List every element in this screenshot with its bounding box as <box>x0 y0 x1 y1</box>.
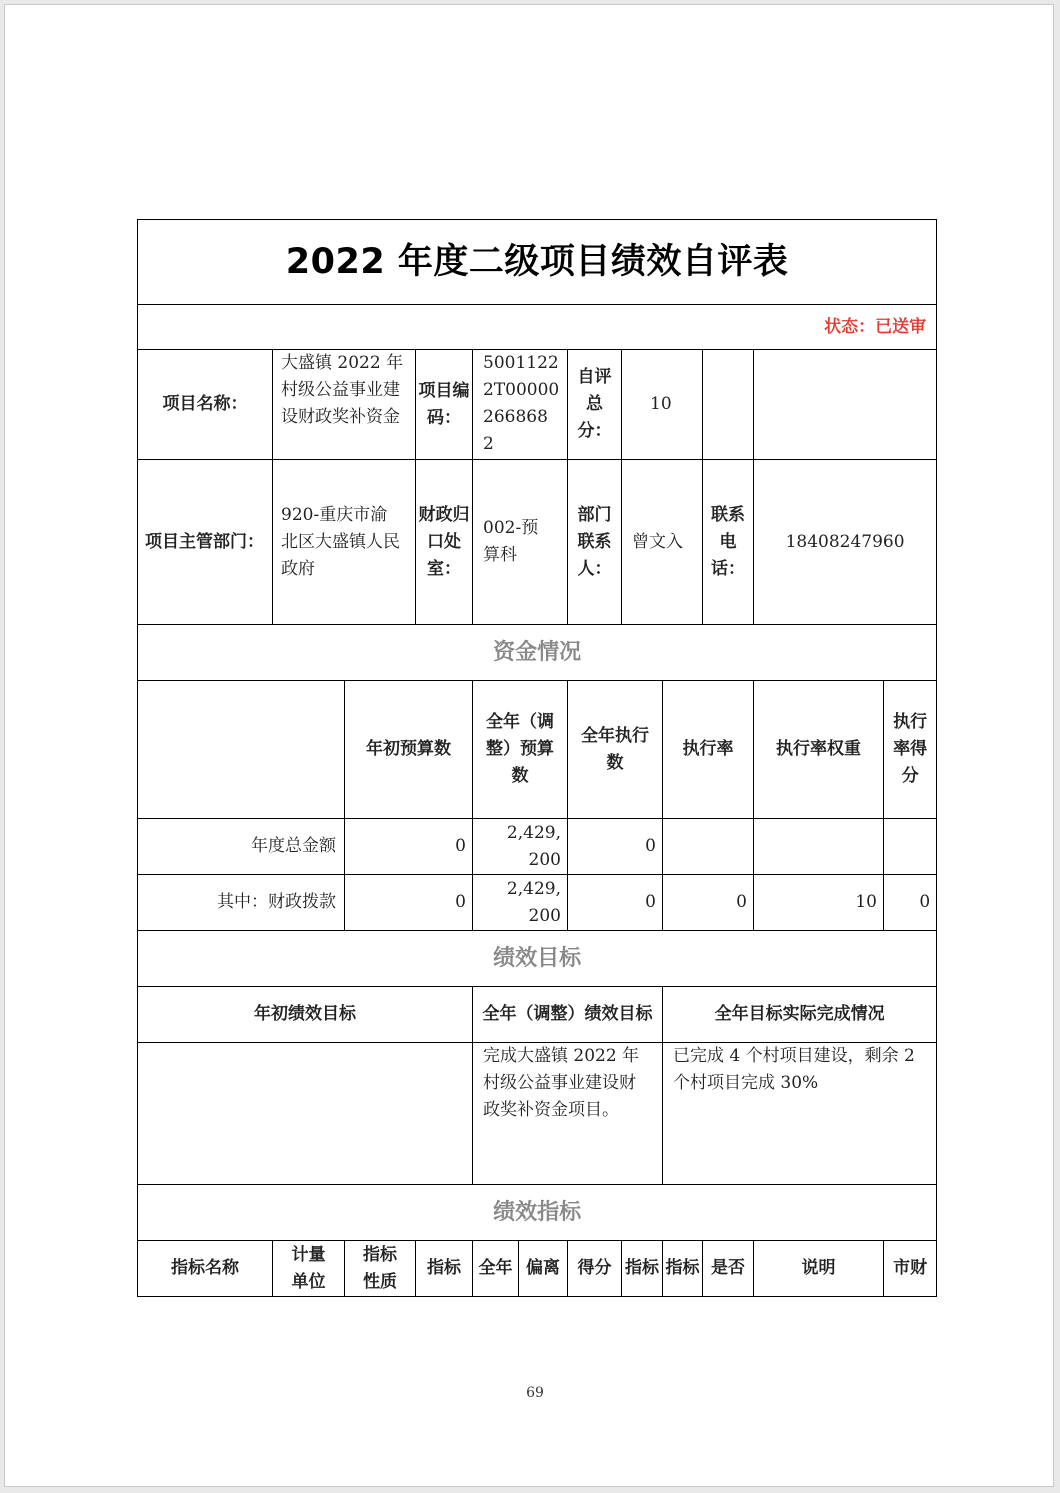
score-cell: 0 <box>884 875 937 931</box>
page-number: 69 <box>526 1385 544 1401</box>
weight-cell <box>754 819 884 875</box>
header-yes-no: 是否 <box>703 1241 754 1297</box>
weight-cell: 10 <box>754 875 884 931</box>
empty-cell <box>754 350 937 460</box>
contact-value: 曾文入 <box>622 460 703 625</box>
header-indicator-name: 指标名称 <box>138 1241 273 1297</box>
goals-section-title: 绩效目标 <box>138 931 937 987</box>
empty-cell <box>703 350 754 460</box>
table-row <box>138 875 937 931</box>
project-name-value: 大盛镇 2022 年村级公益事业建设财政奖补资金 <box>273 350 416 460</box>
header-actual-completion: 全年目标实际完成情况 <box>663 987 937 1043</box>
initial-budget-cell: 0 <box>345 875 473 931</box>
project-code-value: 50011222T00000266868 2 <box>473 350 568 460</box>
header-adjusted-budget: 全年（调整）预算数 <box>473 681 568 819</box>
header-rate-weight: 执行率权重 <box>754 681 884 819</box>
performance-form-table <box>137 219 937 1297</box>
row-label: 其中：财政拨款 <box>138 875 345 931</box>
funds-section-title: 资金情况 <box>138 625 937 681</box>
header-executed: 全年执行数 <box>568 681 663 819</box>
initial-goal-value <box>138 1043 473 1185</box>
header-full-year: 全年 <box>473 1241 519 1297</box>
indicators-section-title: 绩效指标 <box>138 1185 937 1241</box>
header-rate: 执行率 <box>663 681 754 819</box>
header-unit: 计量单位 <box>273 1241 345 1297</box>
phone-label: 联系电话： <box>703 460 754 625</box>
actual-completion-value: 已完成 4 个村项目建设，剩余 2 个村项目完成 30% <box>663 1043 937 1185</box>
header-initial-goal: 年初绩效目标 <box>138 987 473 1043</box>
executed-cell: 0 <box>568 819 663 875</box>
rate-cell <box>663 819 754 875</box>
table-row <box>138 819 937 875</box>
dept-value: 920-重庆市渝北区大盛镇人民政府 <box>273 460 416 625</box>
header-nature: 指标性质 <box>345 1241 416 1297</box>
header-adjusted-goal: 全年（调整）绩效目标 <box>473 987 663 1043</box>
contact-label: 部门联系人： <box>568 460 622 625</box>
initial-budget-cell: 0 <box>345 819 473 875</box>
office-value: 002-预算科 <box>473 460 568 625</box>
score-cell <box>884 819 937 875</box>
project-code-label: 项目编码： <box>416 350 473 460</box>
document-page <box>4 4 1054 1487</box>
header-score: 得分 <box>568 1241 622 1297</box>
status-badge: 状态：已送审 <box>138 305 937 350</box>
header-deviation: 偏离 <box>519 1241 568 1297</box>
header-indicator-3: 指标 <box>663 1241 703 1297</box>
form-title: 2022 年度二级项目绩效自评表 <box>138 220 937 305</box>
rate-cell: 0 <box>663 875 754 931</box>
dept-label: 项目主管部门： <box>138 460 273 625</box>
header-indicator-2: 指标 <box>622 1241 663 1297</box>
header-indicator: 指标 <box>416 1241 473 1297</box>
adjusted-budget-cell: 2,429,200 <box>473 875 568 931</box>
phone-value: 18408247960 <box>754 460 937 625</box>
row-label: 年度总金额 <box>138 819 345 875</box>
self-score-value: 10 <box>622 350 703 460</box>
adjusted-budget-cell: 2,429,200 <box>473 819 568 875</box>
header-rate-score: 执行率得分 <box>884 681 937 819</box>
executed-cell: 0 <box>568 875 663 931</box>
adjusted-goal-value: 完成大盛镇 2022 年村级公益事业建设财政奖补资金项目。 <box>473 1043 663 1185</box>
empty-header-cell <box>138 681 345 819</box>
header-city-finance: 市财 <box>884 1241 937 1297</box>
project-name-label: 项目名称： <box>138 350 273 460</box>
self-score-label: 自评总分： <box>568 350 622 460</box>
header-description: 说明 <box>754 1241 884 1297</box>
header-initial-budget: 年初预算数 <box>345 681 473 819</box>
office-label: 财政归口处室： <box>416 460 473 625</box>
